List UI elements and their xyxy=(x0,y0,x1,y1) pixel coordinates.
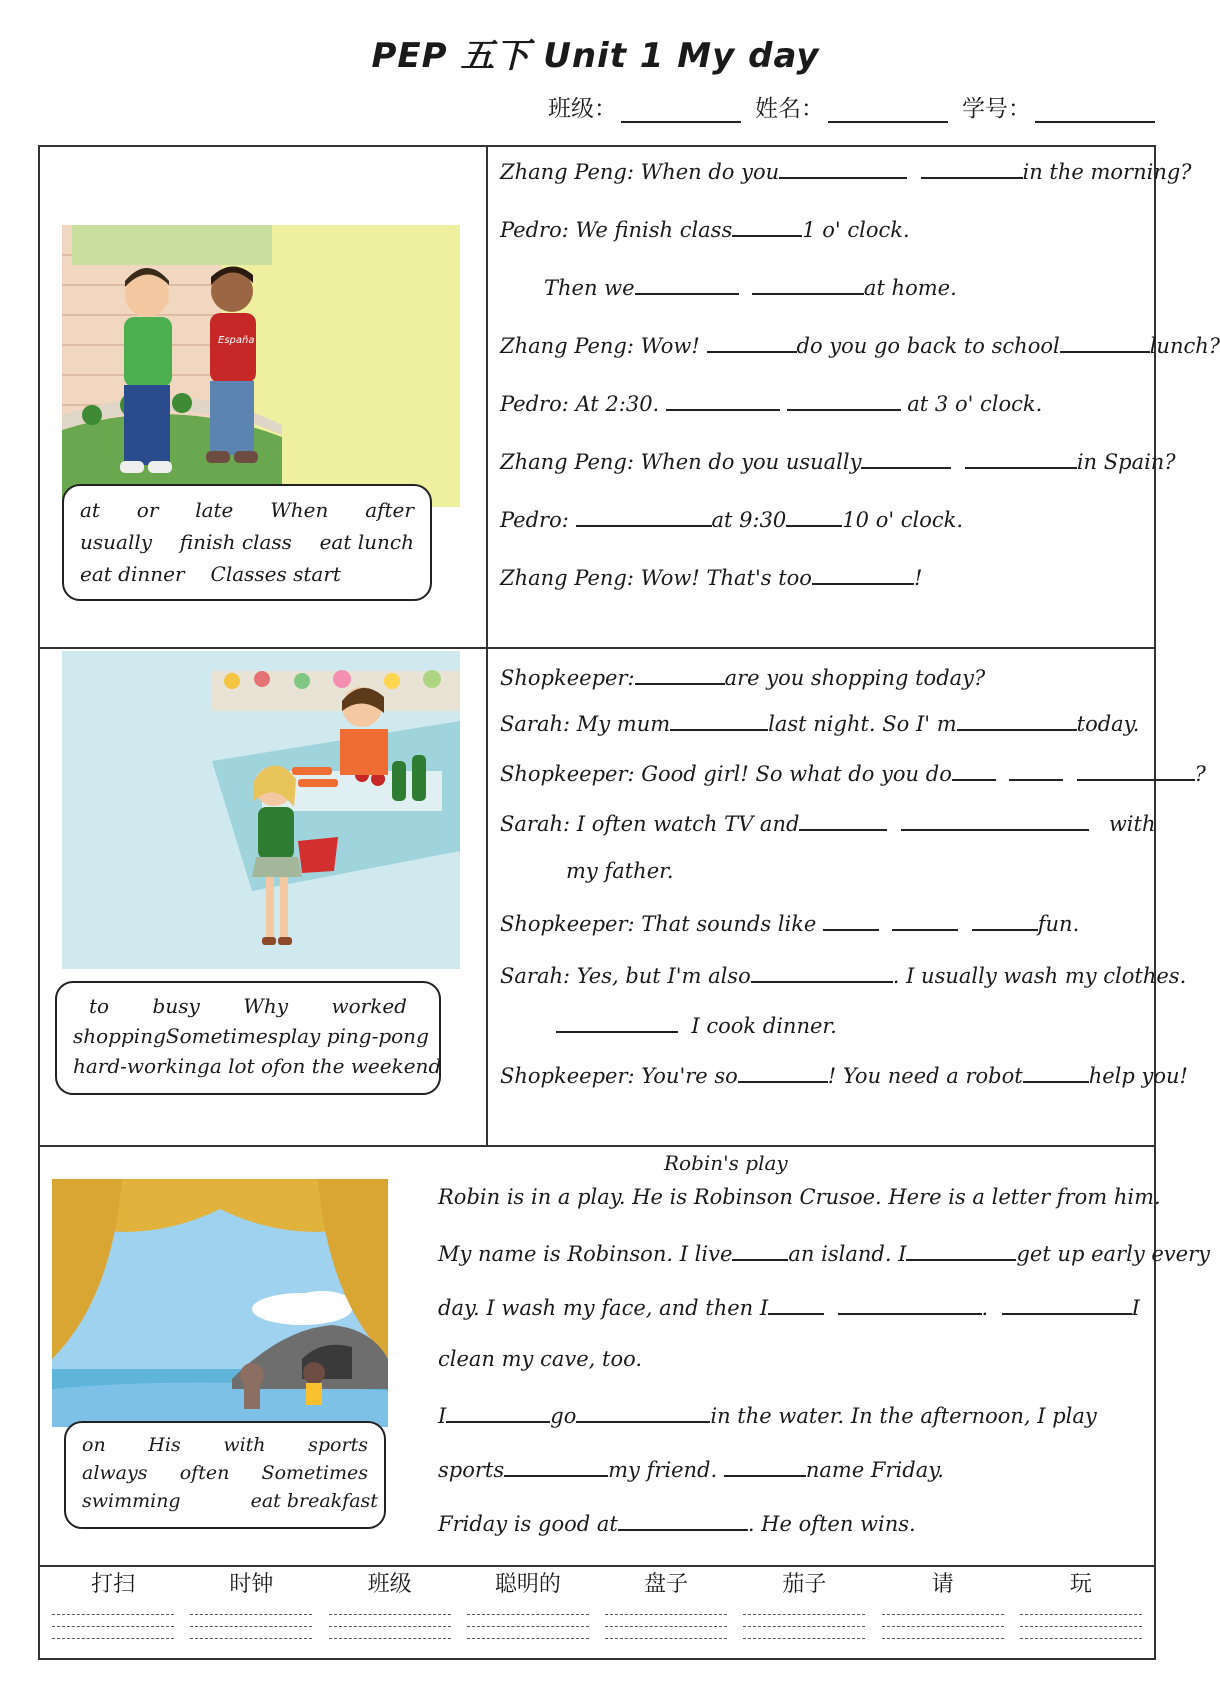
vocab-item xyxy=(1020,1567,1142,1662)
writing-line[interactable] xyxy=(1020,1615,1142,1627)
text-segment: I xyxy=(438,1404,447,1428)
word-option: hard-working xyxy=(73,1054,210,1078)
blank[interactable] xyxy=(1023,1061,1089,1083)
section-1 xyxy=(40,147,1220,649)
name-field[interactable] xyxy=(828,97,948,123)
text-segment: help you! xyxy=(1088,1064,1188,1088)
text-segment: Zhang Peng: Wow! That's too xyxy=(500,566,812,590)
blank[interactable] xyxy=(1060,331,1150,353)
class-label: 班级： xyxy=(548,96,617,122)
vocab-item xyxy=(743,1567,865,1662)
text-segment: with xyxy=(1108,812,1156,836)
vocab-item xyxy=(329,1567,451,1662)
text-segment: last night. So I' m xyxy=(768,712,957,736)
vocab-word: 茄子 xyxy=(782,1572,827,1597)
blank[interactable] xyxy=(1002,1293,1132,1315)
text-segment: 10 o' clock. xyxy=(842,508,964,532)
blank[interactable] xyxy=(972,909,1038,931)
writing-line[interactable] xyxy=(882,1627,1004,1639)
text-segment: Pedro: xyxy=(500,508,576,532)
vocab-item xyxy=(190,1567,312,1662)
student-info xyxy=(548,90,1158,123)
blank[interactable] xyxy=(576,505,712,527)
word-option: His xyxy=(148,1434,181,1456)
text-segment: my father. xyxy=(566,859,674,883)
name-label: 姓名： xyxy=(755,96,824,122)
text-segment: go xyxy=(550,1404,577,1428)
writing-line[interactable] xyxy=(52,1627,174,1639)
word-option: late xyxy=(195,498,234,522)
vocab-word: 玩 xyxy=(1069,1572,1092,1597)
word-option: sports xyxy=(308,1434,368,1456)
blank[interactable] xyxy=(1009,759,1063,781)
blank[interactable] xyxy=(707,331,797,353)
word-option: finish class xyxy=(179,530,292,554)
blank[interactable] xyxy=(576,1401,710,1423)
word-option: a lot of xyxy=(209,1054,281,1078)
word-box-1 xyxy=(62,484,432,601)
text-segment: lunch? xyxy=(1149,334,1220,358)
vocab-word: 盘子 xyxy=(644,1572,689,1597)
blank[interactable] xyxy=(768,1293,824,1315)
writing-line[interactable] xyxy=(743,1615,865,1627)
stage-island-illustration xyxy=(52,1179,388,1427)
blank[interactable] xyxy=(752,273,864,295)
blank[interactable] xyxy=(732,215,802,237)
story-title: Robin's play xyxy=(664,1151,788,1175)
blank[interactable] xyxy=(787,389,901,411)
word-box-3 xyxy=(64,1421,386,1529)
blank[interactable] xyxy=(635,663,725,685)
vocabulary-row xyxy=(40,1565,1154,1662)
blank[interactable] xyxy=(861,447,951,469)
word-option: play ping-pong xyxy=(277,1024,429,1048)
blank[interactable] xyxy=(799,809,887,831)
text-segment: in the morning? xyxy=(1022,160,1192,184)
text-segment: Zhang Peng: Wow! xyxy=(500,334,707,358)
word-option: at xyxy=(80,498,100,522)
text-segment: I cook dinner. xyxy=(691,1014,837,1038)
word-option: or xyxy=(136,498,159,522)
word-option: Sometimes xyxy=(165,1024,278,1048)
text-segment: 1 o' clock. xyxy=(802,218,910,242)
blank[interactable] xyxy=(952,759,996,781)
blank[interactable] xyxy=(838,1293,982,1315)
writing-line[interactable] xyxy=(605,1603,727,1615)
class-field[interactable] xyxy=(621,97,741,123)
blank[interactable] xyxy=(635,273,739,295)
text-segment: do you go back to school xyxy=(796,334,1060,358)
writing-line[interactable] xyxy=(467,1627,589,1639)
text-segment: fun. xyxy=(1037,912,1080,936)
text-segment: Sarah: Yes, but I'm also xyxy=(500,964,751,988)
blank[interactable] xyxy=(556,1011,678,1033)
text-segment: clean my cave, too. xyxy=(438,1347,643,1371)
blank[interactable] xyxy=(786,505,842,527)
word-option: Classes start xyxy=(210,562,341,586)
word-option: eat dinner xyxy=(80,562,185,586)
text-segment: my friend. xyxy=(608,1458,724,1482)
blank[interactable] xyxy=(504,1455,608,1477)
text-segment: My name is Robinson. I live xyxy=(438,1242,733,1266)
blank[interactable] xyxy=(1077,759,1195,781)
boys-walking-illustration xyxy=(62,225,460,507)
worksheet-table xyxy=(38,145,1220,1660)
blank[interactable] xyxy=(901,809,1089,831)
writing-line[interactable] xyxy=(467,1603,589,1615)
writing-line[interactable] xyxy=(882,1603,1004,1615)
vocab-word: 聪明的 xyxy=(494,1572,561,1597)
shirt-text: España xyxy=(218,335,255,346)
word-option: shopping xyxy=(73,1024,166,1048)
dialogue-1 xyxy=(500,147,1220,647)
writing-line[interactable] xyxy=(190,1603,312,1615)
blank[interactable] xyxy=(892,909,958,931)
text-segment: ! You need a robot xyxy=(827,1064,1023,1088)
blank[interactable] xyxy=(823,909,879,931)
text-segment: at home. xyxy=(863,276,957,300)
text-segment: name Friday. xyxy=(805,1458,944,1482)
text-segment: . He often wins. xyxy=(747,1512,916,1536)
word-option: eat breakfast xyxy=(250,1490,378,1512)
text-segment: . xyxy=(981,1296,989,1320)
writing-line[interactable] xyxy=(743,1603,865,1615)
writing-line[interactable] xyxy=(743,1627,865,1639)
word-option: busy xyxy=(152,994,200,1018)
worksheet-title: PEP 五下 Unit 1 My day xyxy=(371,36,820,76)
text-segment: Friday is good at xyxy=(438,1512,618,1536)
word-option: always xyxy=(82,1462,148,1484)
blank[interactable] xyxy=(732,1239,788,1261)
story-passage xyxy=(438,1147,1210,1565)
blank[interactable] xyxy=(446,1401,550,1423)
blank[interactable] xyxy=(921,157,1023,179)
blank[interactable] xyxy=(957,709,1077,731)
word-option: Why xyxy=(243,994,289,1018)
word-box-2 xyxy=(55,981,441,1095)
blank[interactable] xyxy=(779,157,907,179)
writing-line[interactable] xyxy=(1020,1603,1142,1615)
word-option: swimming xyxy=(82,1490,181,1512)
blank[interactable] xyxy=(618,1509,748,1531)
dialogue-2 xyxy=(500,649,1206,1145)
student-id-label: 学号： xyxy=(962,96,1031,122)
text-segment xyxy=(780,392,787,416)
word-option: with xyxy=(223,1434,266,1456)
text-segment: at 9:30 xyxy=(711,508,787,532)
text-segment: I xyxy=(1131,1296,1140,1320)
blank[interactable] xyxy=(812,563,914,585)
text-segment: Pedro: At 2:30. xyxy=(500,392,666,416)
student-id-field[interactable] xyxy=(1035,97,1155,123)
word-option: When xyxy=(270,498,329,522)
text-segment: Sarah: I often watch TV and xyxy=(500,812,800,836)
blank[interactable] xyxy=(670,709,768,731)
text-segment: today. xyxy=(1076,712,1140,736)
word-option: usually xyxy=(80,530,153,554)
text-segment: Then we xyxy=(544,276,635,300)
text-segment: Zhang Peng: When do you xyxy=(500,160,780,184)
text-segment: ? xyxy=(1194,762,1206,786)
section-3 xyxy=(40,1147,1210,1565)
vocab-item xyxy=(52,1567,174,1662)
word-option: often xyxy=(179,1462,230,1484)
vocab-item xyxy=(467,1567,589,1662)
vocab-word: 打扫 xyxy=(91,1572,136,1597)
writing-line[interactable] xyxy=(329,1603,451,1615)
writing-line[interactable] xyxy=(605,1627,727,1639)
text-segment: are you shopping today? xyxy=(724,666,986,690)
vocab-word: 班级 xyxy=(367,1572,412,1597)
word-option: to xyxy=(89,994,110,1018)
word-option: Sometimes xyxy=(261,1462,368,1484)
writing-line[interactable] xyxy=(467,1615,589,1627)
text-segment: Robin is in a play. He is Robinson Crusoe. Here is a letter from him. xyxy=(438,1185,1161,1209)
word-option: eat lunch xyxy=(319,530,414,554)
word-option: on the weekend xyxy=(280,1054,442,1078)
text-segment: ! xyxy=(913,566,923,590)
writing-line[interactable] xyxy=(190,1627,312,1639)
blank[interactable] xyxy=(738,1061,828,1083)
text-segment: Zhang Peng: When do you usually xyxy=(500,450,862,474)
word-option: after xyxy=(365,498,414,522)
writing-line[interactable] xyxy=(329,1615,451,1627)
vocab-word: 请 xyxy=(931,1572,954,1597)
writing-line[interactable] xyxy=(882,1615,1004,1627)
text-segment: day. I wash my face, and then I xyxy=(438,1296,769,1320)
blank[interactable] xyxy=(751,961,893,983)
text-segment: an island. I xyxy=(788,1242,907,1266)
vocab-word: 时钟 xyxy=(229,1572,274,1597)
vocab-item xyxy=(605,1567,727,1662)
text-segment: in the water. In the afternoon, I play xyxy=(710,1404,1097,1428)
blank[interactable] xyxy=(666,389,780,411)
writing-line[interactable] xyxy=(190,1615,312,1627)
shopping-illustration xyxy=(62,651,460,969)
text-segment: Pedro: We finish class xyxy=(500,218,733,242)
text-segment: . I usually wash my clothes. xyxy=(892,964,1187,988)
writing-line[interactable] xyxy=(1020,1627,1142,1639)
vocab-item xyxy=(882,1567,1004,1662)
text-segment: Sarah: My mum xyxy=(500,712,671,736)
text-segment: Shopkeeper: That sounds like xyxy=(500,912,824,936)
writing-line[interactable] xyxy=(52,1615,174,1627)
text-segment: Shopkeeper: You're so xyxy=(500,1064,738,1088)
writing-line[interactable] xyxy=(329,1627,451,1639)
writing-line[interactable] xyxy=(605,1615,727,1627)
word-option: on xyxy=(82,1434,106,1456)
blank[interactable] xyxy=(965,447,1077,469)
text-segment: at 3 o' clock. xyxy=(900,392,1043,416)
text-segment: in Spain? xyxy=(1076,450,1176,474)
text-segment: sports xyxy=(438,1458,505,1482)
blank[interactable] xyxy=(906,1239,1016,1261)
blank[interactable] xyxy=(724,1455,806,1477)
text-segment: get up early every xyxy=(1016,1242,1210,1266)
word-option: worked xyxy=(331,994,407,1018)
text-segment: Shopkeeper: Good girl! So what do you do xyxy=(500,762,952,786)
section-2 xyxy=(40,649,1206,1147)
text-segment: Shopkeeper: xyxy=(500,666,635,690)
writing-line[interactable] xyxy=(52,1603,174,1615)
